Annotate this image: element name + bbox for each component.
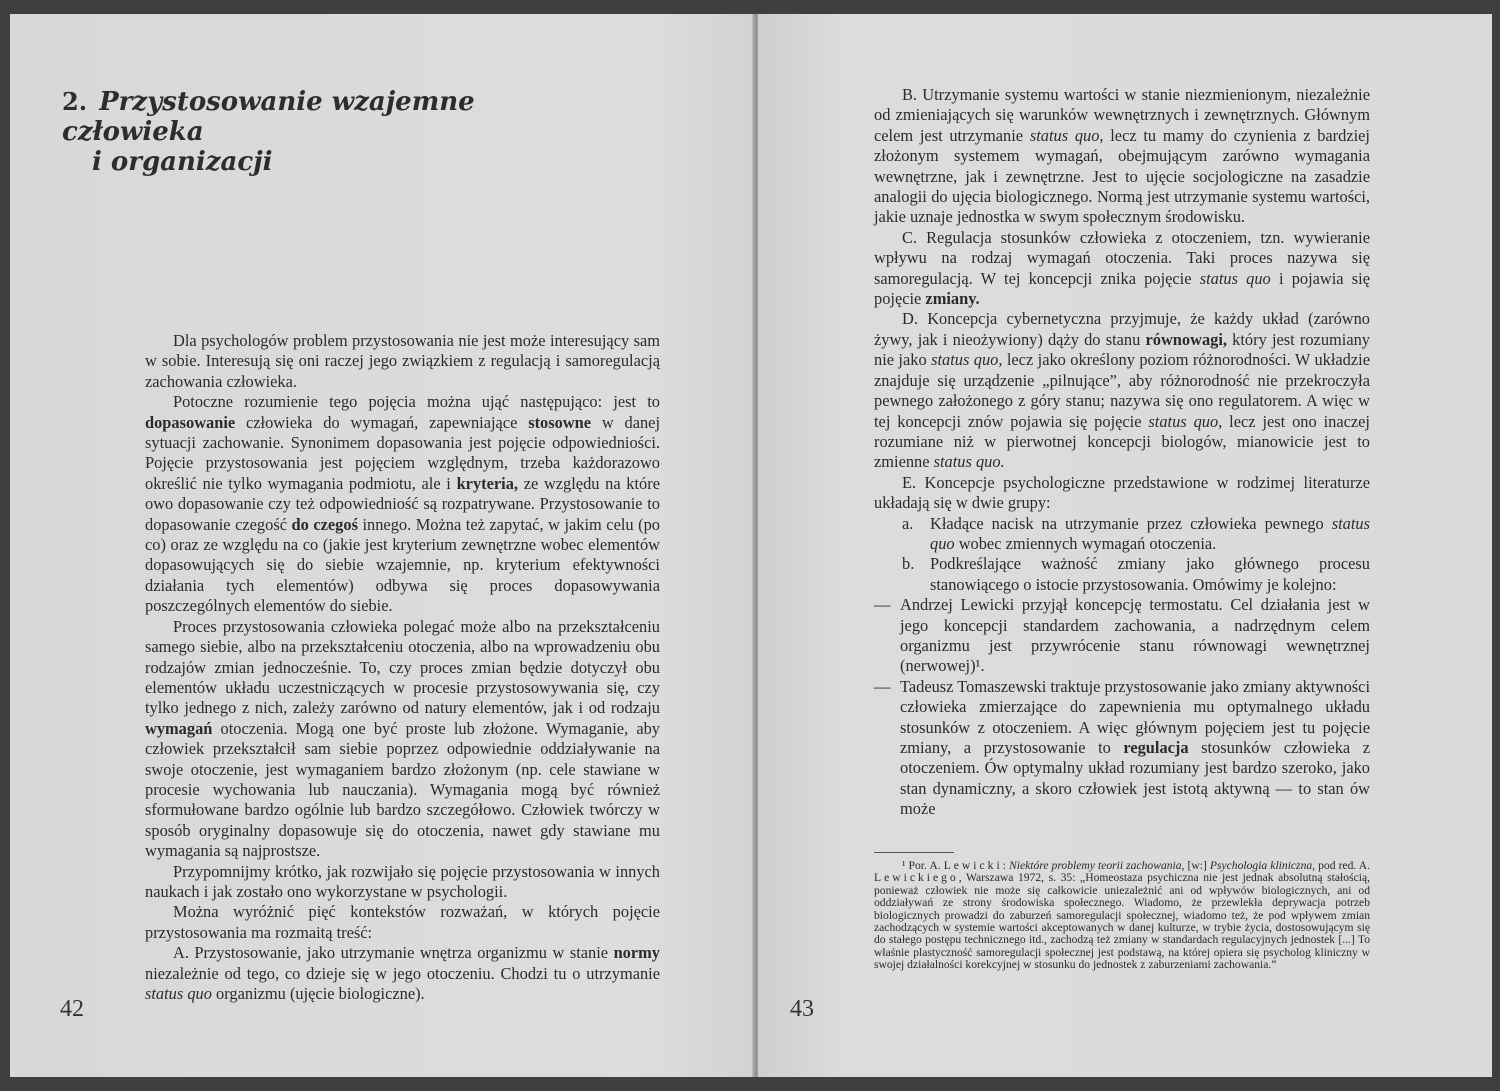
paragraph: C. Regulacja stosunków człowieka z otoczeniem, tzn. wywieranie wpływu na rodzaj wymagań otoczenia. Taki proces nazywa się samoregulacją. W tej koncepcji znika pojęcie status quo i pojawia się pojęcie zmiany. xyxy=(874,227,1370,309)
paragraph: Można wyróżnić pięć kontekstów rozważań, w których pojęcie przystosowania ma rozmaitą treść: xyxy=(145,902,660,942)
chapter-title-line2: i organizacji xyxy=(92,147,273,177)
paragraph: Potoczne rozumienie tego pojęcia można ująć następująco: jest to dopasowanie człowieka do wymagań, zapewniające stosowne w danej sytuacji zachowanie. Synonimem dopasowania jest pojęcie odpowiedniości. Pojęcie przystosowania jest pojęciem względnym, trzeba każdorazowo określić nie tylko wymagania podmiotu, ale i kryteria, ze względu na które owo dopasowanie czy też odpowiedniość są rozpatrywane. Przystosowanie to dopasowanie czegość do czegoś innego. Można też zapytać, w jakim celu (po co) oraz ze względu na co (jakie jest kryterium zewnętrzne wobec elementów dopasowujących się do siebie wzajemnie, np. kryterium efektywności działania tych elementów) odbywa się proces dopasowywania poszczególnych elementów do siebie. xyxy=(145,392,660,616)
paragraph: Dla psychologów problem przystosowania nie jest może interesujący sam w sobie. Interesują się oni raczej jego związkiem z regulacją i samoregulacją zachowania człowieka. xyxy=(145,331,660,391)
left-page xyxy=(10,14,755,1077)
paragraph: D. Koncepcja cybernetyczna przyjmuje, że każdy układ (zarówno żywy, jak i nieożywiony) dąży do stanu równowagi, który jest rozumiany nie jako status quo, lecz jako określony poziom różnorodności. W układzie znajduje się urządzenie „pilnujące”, aby różnorodność nie przekroczyła pewnego założonego z góry stanu; nazywa się ono regulatorem. A więc w tej koncepcji znów pojawia się pojęcie status quo, lecz jest ono inaczej rozumiane niż w pierwotnej koncepcji biologów, mianowicie jest to zmienne status quo. xyxy=(874,309,1370,472)
page-number-right: 43 xyxy=(790,996,814,1022)
chapter-title-line1: Przystosowanie wzajemne człowieka xyxy=(62,87,475,147)
chapter-heading xyxy=(62,87,582,177)
dash-marker: — xyxy=(874,676,891,696)
list-item-text: Kładące nacisk na utrzymanie przez człowieka pewnego status quo wobec zmiennych wymagań otoczenia. xyxy=(930,513,1370,553)
dash-marker: — xyxy=(874,595,891,615)
footnote: ¹ Por. A. Lewicki: Niektóre problemy teorii zachowania, [w:] Psychologia kliniczna, pod red. A. Lewickiego, Warszawa 1972, s. 35: „Homeostaza psychiczna nie jest jednak absolutną stałością, ponieważ człowiek nie może się całkowicie uniezależnić ani od wpływów biologicznych, ani od oddziaływań ze strony środowiska społecznego. Wiadomo, że przewlekła deprywacja potrzeb biologicznych prowadzi do zaburzeń samoregulacji społecznej, wiadomo też, że pod wpływem zmian zachodzących w systemie wartości akceptowanych w danej kulturze, w trybie życia, dostosowującym się do stałego postępu technicznego itd., zachodzą też zmiany w standardach regulacyjnych jednostek [...] To właśnie plastyczność samoregulacji społecznej jest podstawą, na której opiera się psycholog kliniczny w swojej działalności korekcyjnej w stosunku do jednostek z zaburzeniami zachowania.” xyxy=(874,859,1370,972)
page-number-left: 42 xyxy=(60,996,84,1022)
list-item-text: Podkreślające ważność zmiany jako głównego procesu stanowiącego o istocie przystosowania. Omówimy je kolejno: xyxy=(930,554,1370,594)
footnote-rule xyxy=(874,852,954,853)
list-marker: a. xyxy=(902,513,914,533)
paragraph: Proces przystosowania człowieka polegać może albo na przekształceniu samego siebie, albo na przekształceniu otoczenia, albo na wprowadzeniu obu rodzajów zmian jednocześnie. To, czy proces zmian będzie dotyczył obu elementów układu uczestniczących w procesie przystosowywania się, czy tylko jednego z nich, zależy zarówno od natury elementów, jak i od rodzaju wymagań otoczenia. Mogą one być proste lub złożone. Wymaganie, aby człowiek przekształcił sam siebie poprzez odpowiednie oddziaływanie na swoje otoczenie, jest wymaganiem bardzo złożonym (np. cele stawiane w procesie wychowania lub nauczania). Wymagania mogą być również sformułowane bardzo ogólnie lub bardzo szczegółowo. Człowiek twórczy w sposób oryginalny dopasowuje się do otoczenia, nawet gdy stawiane mu wymagania są najprostsze. xyxy=(145,616,660,861)
chapter-number: 2. xyxy=(62,87,88,116)
right-page xyxy=(758,14,1492,1077)
paragraph: B. Utrzymanie systemu wartości w stanie niezmienionym, niezależnie od zmieniających się warunków wewnętrznych i zewnętrznych. Głównym celem jest utrzymanie status quo, lecz tu mamy do czynienia z bardziej złożonym systemem wymagań, obejmującym zarówno wymagania wewnętrzne, jak i zewnętrzne. Jest to ujęcie socjologiczne na zasadzie analogii do ujęcia biologicznego. Normą jest utrzymanie systemu wartości, jakie uznaje jednostka w swym społecznym środowisku. xyxy=(874,85,1370,227)
dash-item-text: Andrzej Lewicki przyjął koncepcję termostatu. Cel działania jest w jego koncepcji standardem zachowania, a nadrzędnym celem organizmu jest przywrócenie stanu równowagi wewnętrznej (nerwowej)¹. xyxy=(900,595,1370,676)
list-item xyxy=(874,514,1370,555)
list-item xyxy=(874,554,1370,595)
left-body-text xyxy=(145,331,660,1004)
right-body-text xyxy=(874,85,1370,820)
dash-list-item xyxy=(874,595,1370,677)
paragraph: Przypomnijmy krótko, jak rozwijało się pojęcie przystosowania w innych naukach i jak zostało ono wykorzystane w psychologii. xyxy=(145,861,660,901)
paragraph: A. Przystosowanie, jako utrzymanie wnętrza organizmu w stanie normy niezależnie od tego, co dzieje się w jego otoczeniu. Chodzi tu o utrzymanie status quo organizmu (ujęcie biologiczne). xyxy=(145,943,660,1003)
dash-item-text: Tadeusz Tomaszewski traktuje przystosowanie jako zmiany aktywności człowieka zmierzające do zapewnienia mu optymalnego układu stosunków z otoczeniem. A więc głównym pojęciem jest tu pojęcie zmiany, a przystosowanie to regulacja stosunków człowieka z otoczeniem. Ów optymalny układ rozumiany jest bardzo szeroko, jako stan dynamiczny, a skoro człowiek jest istotą aktywną — to stan ów może xyxy=(900,676,1370,819)
list-marker: b. xyxy=(902,554,915,574)
dash-list-item xyxy=(874,677,1370,820)
paragraph: E. Koncepcje psychologiczne przedstawione w rodzimej literaturze układają się w dwie grupy: xyxy=(874,472,1370,513)
